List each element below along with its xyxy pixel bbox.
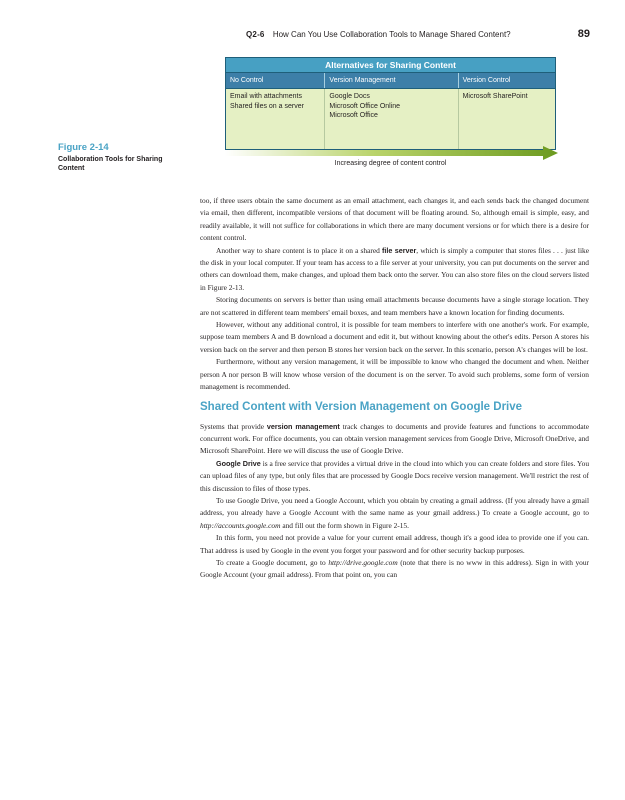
no-control-cell <box>226 89 325 149</box>
sharing-alternatives-table <box>225 57 556 148</box>
table-header-row <box>225 73 556 88</box>
paragraph: However, without any additional control, it is possible for team members to interfere with one another's work. For example, suppose team members A and B download a document and edit it, but without knowing about the other's edits. Person A stores his version back on the server and then person B stores her version back on the server. In this scenario, person A's changes will be lost. <box>200 320 589 354</box>
body-text <box>200 195 589 582</box>
paragraph: too, if three users obtain the same document as an email attachment, each changes it, and each sends back the changed document via email, then different, incompatible versions of that document will be floating around. So, although email is simple, easy, and readily available, it will not suffice for collaborations in which there are many document versions or for which there is a desire for content control. <box>200 196 589 243</box>
figure-caption <box>58 142 188 173</box>
paragraph: To create a Google document, go to http://drive.google.com (note that there is no www in this address). Sign in with your Google Account (your gmail address). From that point on, you can <box>200 557 590 580</box>
running-header <box>246 30 590 44</box>
table-body-row <box>225 88 556 150</box>
figure-number: Figure 2-14 <box>58 142 109 153</box>
table-item: Email with attachments <box>230 93 302 100</box>
column-header-version-management: Version Management <box>325 73 458 88</box>
header-title: How Can You Use Collaboration Tools to Manage Shared Content? <box>272 30 511 39</box>
paragraph: Systems that provide version management track changes to documents and provide features and functions to accommodate concurrent work. For office documents, you can obtain version management services from Google Drive, Microsoft OneDrive, and Microsoft SharePoint. Here we will discuss the use of Google Drive. <box>200 421 590 456</box>
paragraph: Furthermore, without any version management, it will be impossible to know who changed the document and when. Neither person A nor person B will know whose version of the document is on the server. To avoid such problems, some form of version management is recommended. <box>200 357 589 392</box>
paragraph: To use Google Drive, you need a Google Account, which you obtain by creating a gmail address. (If you already have a gmail address, you already have a Google Account with the same name as your gmail address.) To create a Google account, go to http://accounts.google.com and fill out the form shown in Figure 2-15. <box>200 495 589 530</box>
table-title: Alternatives for Sharing Content <box>225 57 556 73</box>
paragraph: Another way to share content is to place it on a shared file server, which is simply a computer that stores files . . . just like the disk in your local computer. If your team has access to a file server at your university, you can put documents on the server and others can download them, make changes, and upload them back onto the server. You can also store files on the cloud servers listed in Figure 2-13. <box>200 245 589 292</box>
paragraph: Google Drive is a free service that provides a virtual drive in the cloud into which you can create folders and store files. You can upload files of any type, but only files that are processed by Google Docs receive version management. We'll restrict the rest of this discussion to files of those types. <box>200 458 590 493</box>
content-control-arrow <box>225 146 565 160</box>
column-header-version-control: Version Control <box>462 77 511 84</box>
column-header-no-control: No Control <box>226 73 325 88</box>
version-management-cell <box>325 89 458 149</box>
term-file-server: file server <box>382 245 417 255</box>
table-item: Shared files on a server <box>230 102 304 110</box>
table-item: Google Docs <box>329 93 370 100</box>
term-version-management: version management <box>266 421 340 431</box>
version-control-cell <box>459 89 555 149</box>
page-number: 89 <box>577 28 590 40</box>
url-drive-google[interactable]: http://drive.google.com <box>328 557 398 567</box>
table-item: Microsoft Office Online <box>329 102 401 110</box>
arrow-label: Increasing degree of content control <box>334 160 447 167</box>
section-heading: Shared Content with Version Management on Google Drive <box>200 400 523 413</box>
term-google-drive: Google Drive <box>216 458 261 468</box>
paragraph: In this form, you need not provide a value for your current email address, though it's a good idea to provide one if you can. That address is used by Google in the event you forget your password and for other security backup purposes. <box>200 533 589 555</box>
paragraph: Storing documents on servers is better than using email attachments because documents have a single storage location. They are not scattered in different team members' email boxes, and team members have a known location for finding documents. <box>200 295 589 317</box>
table-item: Microsoft SharePoint <box>462 93 528 100</box>
table-item: Microsoft Office <box>329 112 378 119</box>
figure-caption-text: Collaboration Tools for Sharing Content <box>58 156 163 172</box>
url-accounts-google[interactable]: http://accounts.google.com <box>200 520 281 530</box>
section-number: Q2-6 <box>246 30 265 39</box>
